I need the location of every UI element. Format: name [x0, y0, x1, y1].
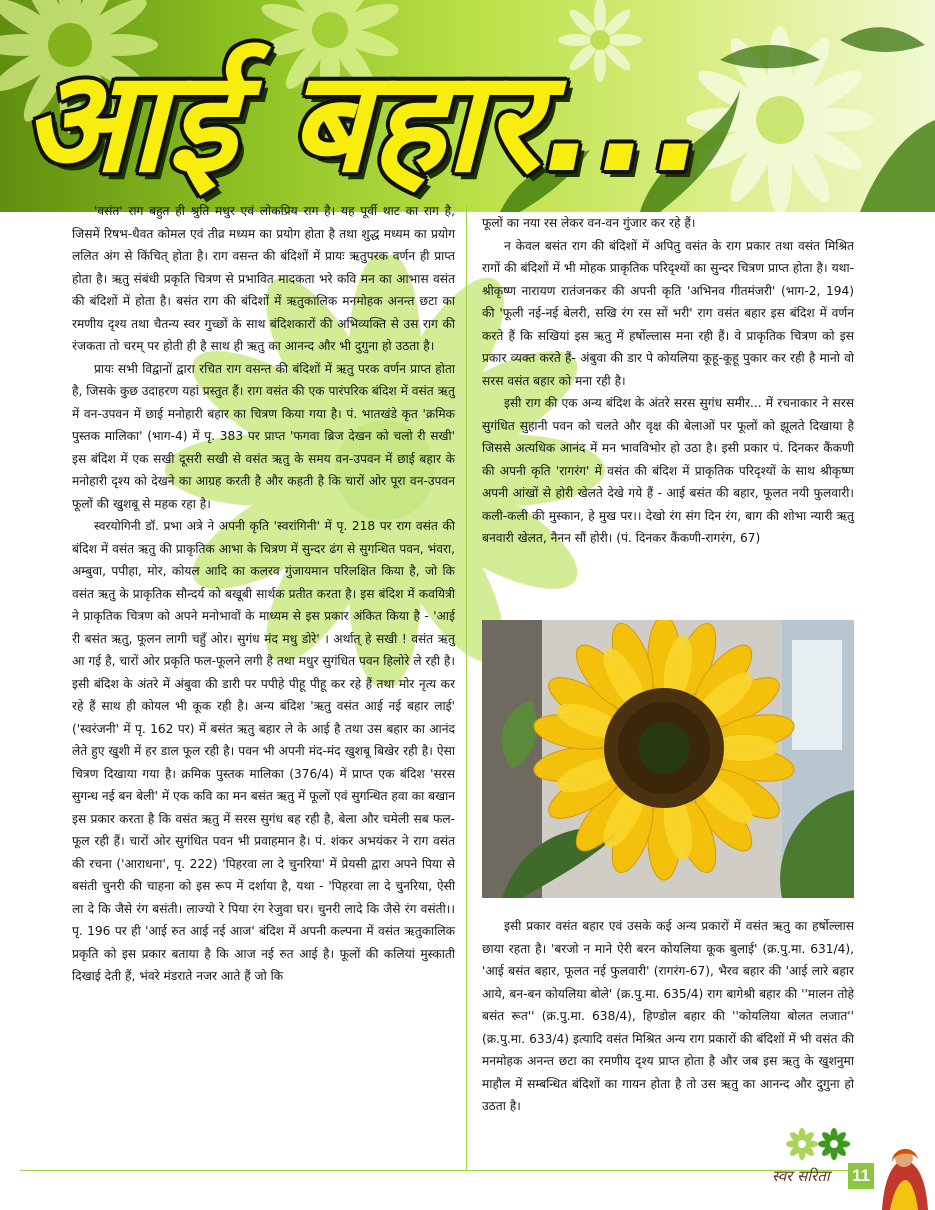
page-title: आई बहार... [22, 41, 708, 204]
sunflower-photo [482, 620, 854, 898]
page-number: 11 [848, 1163, 874, 1189]
footer-rule [20, 1170, 870, 1171]
paragraph: इसी प्रकार वसंत बहार एवं उसके कई अन्य प्रकारों में वसंत ऋतु का हर्षोल्लास छाया रहता है। 'बरजो न माने ऐरी बरन कोयलिया कूक बुलाई' (क्र.पु.मा. 631/4), 'आई बसंत बहार, फूलत नई फुलवारी' (रागरंग-67), भैरव बहार की 'आई लारे बहार आये, बन-बन कोयलिया बोले' (क्र.पु.मा. 635/4) राग बागेश्री बहार की ''मालन तोहे बसंत रूत'' (क्र.पु.मा. 638/4), हिण्डोल बहार की ''कोयलिया बोलत लजात'' (क्र.पु.मा. 633/4) इत्यादि वसंत मिश्रित अन्य राग प्रकारों की बंदिशों में भी वसंत की मनमोहक अनन्त छटा का रमणीय दृश्य प्राप्त होता है और जब इस ऋतु के खुशनुमा माहौल में सम्बन्धित बंदिशों का गायन होता है तो उस ऋतु का आनन्द और दुगुना हो उठता है। [482, 919, 854, 1113]
article-right-column [482, 212, 854, 550]
footer-flower-icon [786, 1126, 856, 1162]
woman-illustration-icon [872, 1140, 935, 1210]
sunflower-icon [482, 620, 854, 898]
paragraph: स्वरयोगिनी डॉ. प्रभा अत्रे ने अपनी कृति 'स्वरांगिनी' में पृ. 218 पर राग वसंत की बंदिश में वसंत ऋतु की प्राकृतिक आभा के चित्रण में सुन्दर ढंग से सुगन्धित पवन, भंवरा, अम्बुवा, पपीहा, मोर, कोयल आदि का कलरव गुंजायमान परिलक्षित किया है, जो कि वसंत ऋतु के प्राकृतिक सौन्दर्य को बखूबी सार्थक प्रतीत करता है। इस बंदिश में कवयित्री ने प्राकृतिक चित्रण को अपने मनोभावों के माध्यम से इस प्रकार अंकित किया है - 'आई री बसंत ऋतु, फूलन लागी चहुँ ओर। सुगंध मंद मधु डोरे' । अर्थात् हे सखी ! वसंत ऋतु आ गई है, चारों ओर प्रकृति फल-फूलने लगी है तथा मधुर सुगंधित पवन हिलोरे ले रही है। इसी बंदिश के अंतरे में अंबुवा की डारी पर पपीहे पीहू पीहू कर रहे हैं तथा मोर नृत्य कर रहे हैं साथ ही कोयल भी कूक रही है। अन्य बंदिश 'ऋतु वसंत आई नई बहार लाई' ('स्वरंजनी' में पृ. 162 पर) में बसंत ऋतु बहार ले के आई है तथा उस बहार का आनंद लेते हुए खुशी में हर डाल फूल रही है। पवन भी अपनी मंद-मंद खुशबू बिखेर रही है। ऐसा चित्रण दिखाया गया है। क्रमिक पुस्तक मालिका (376/4) में प्राप्त एक बंदिश 'सरस सुगन्ध नई बन बेली' में एक कवि का मन बसंत ऋतु में फूलों एवं सुगन्धित हवा का बखान इस प्रकार करता है कि वसंत ऋतु में सरस सुगंध बह रही है, बेला और चमेली सब फल-फूल रही हैं। चारों ओर सुगंधित पवन भी प्रवाहमान है। पं. शंकर अभयंकर ने राग वसंत की रचना ('आराधना', पृ. 222) 'पिहरवा ला दे चुनरिया' में प्रेयसी द्वारा अपने पिया से बसंती चुनरी की चाहना को इस रूप में दर्शाया है, यथा - 'पिहरवा ला दे चुनरिया, ऐसी ला दे कि जैसे रंग बसंती। लाज्यो रे पिया रंग रेजुवा घर। चुनरी लादे कि जैसे रंग वसंती।। पृ. 196 पर ही 'आई रुत आई नई आज' बंदिश में अपनी कल्पना में वसंत ऋतुकालिक प्रकृति को इस प्रकार बताया है कि आज नई रुत आई है। फूलों की कलियां मुस्काती दिखाई देती हैं, भंवरे मंडराते नजर आते हैं जो कि [72, 519, 455, 983]
paragraph: न केवल बसंत राग की बंदिशों में अपितु वसंत के राग प्रकार तथा वसंत मिश्रित रागों की बंदिशों में भी मोहक प्राकृतिक परिदृश्यों का सुन्दर चित्रण प्राप्त होता है। यथा- श्रीकृष्ण नारायण रातंजनकर की अपनी कृति 'अभिनव गीतमंजरी' (भाग-2, 194) की 'फूली नई-नई बेलरी, सखि रंग रस सों भरी' राग वसंत बहार इस बंदिश में वर्णन करते हैं कि सखियां इस ऋतु में हर्षोल्लास मना रही हैं। वे प्राकृतिक चित्रण को इस प्रकार व्यक्त करते हैं- अंबुवा की डार पे कोयलिया कूहू-कूहू पुकार कर रही है मानो वो सरस वसंत बहार को मना रही है। [482, 238, 854, 388]
article-right-column-bottom [482, 915, 854, 1118]
column-divider [466, 205, 467, 1170]
article-left-column [72, 200, 455, 988]
paragraph: प्रायः सभी विद्वानों द्वारा रचित राग वसन्त की बंदिशों में ऋतु परक वर्णन प्राप्त होता है, जिसके कुछ उदाहरण यहां प्रस्तुत हैं। राग वसंत की एक पारंपरिक बंदिश में वसंत ऋतु में वन-उपवन में छाई मनोहारी बहार का चित्रण किया गया है। पं. भातखंडे कृत 'क्रमिक पुस्तक मालिका' (भाग-4) में पृ. 383 पर प्राप्त 'फगवा ब्रिज देखन को चलो री सखी' इस बंदिश में एक सखी दूसरी सखी से वसंत ऋतु के समय वन-उपवन में छाई बहार के मनोहारी दृश्य को देखने का आग्रह करती है और कहती है कि चारों ओर पूरा वन-उपवन फूलों की खुशबू से महक रहा है। [72, 361, 455, 511]
paragraph: इसी राग की एक अन्य बंदिश के अंतरे सरस सुगंध समीर... में रचनाकार ने सरस सुगंधित सुहानी पवन को चलते और वृक्ष की बेलाओं पर फूलों को झूलते दिखाया है जिससे अत्यधिक आनंद में मन भावविभोर हो उठा है। इसी प्रकार पं. दिनकर कैंकणी की अपनी कृति 'रागरंग' में वसंत की बंदिश में प्राकृतिक परिदृश्यों के साथ श्रीकृष्ण अपनी आंखों से होरी खेलते देखे गये हैं - आई बसंत की बहार, फूलत नयी फुलवारी। कली-कली की मुस्कान, हे मुख पर।। देखो रंग संग दिन रंग, बाग की शोभा न्यारी ऋतु बनवारी खेलत, नैनन सौं होरी। (पं. दिनकर कैंकणी-रागरंग, 67) [482, 396, 854, 545]
paragraph: 'वसंत' राग बहुत ही श्रुति मधुर एवं लोकप्रिय राग है। यह पूर्वी थाट का राग है, जिसमें रिषभ-धैवत कोमल एवं तीव्र मध्यम का प्रयोग होता है तथा शुद्ध मध्यम का प्रयोग ललित अंग से किंचित् होता है। राग वसन्त की बंदिशों में प्रायः ऋतुपरक वर्णन ही प्राप्त होता है। ऋतु संबंधी प्रकृति चित्रण से प्रभावित मादकता भरे कवि मन का आभास वसंत की बंदिशों में होता है। बसंत राग की बंदिशों में ऋतुकालिक मनमोहक अनन्त छटा का रमणीय दृश्य तथा चैतन्य स्वर गुच्छों के साथ बंदिशकारों की अभिव्यक्ति से उस राग की रंजकता तो चरम् पर होती ही है साथ ही ऋतु का आनन्द और भी दुगुना हो उठता है। [72, 204, 455, 353]
paragraph: फूलों का नया रस लेकर वन-वन गुंजार कर रहे हैं। [482, 216, 696, 230]
header-banner [0, 0, 935, 212]
magazine-name: स्वर सरिता [772, 1167, 830, 1185]
